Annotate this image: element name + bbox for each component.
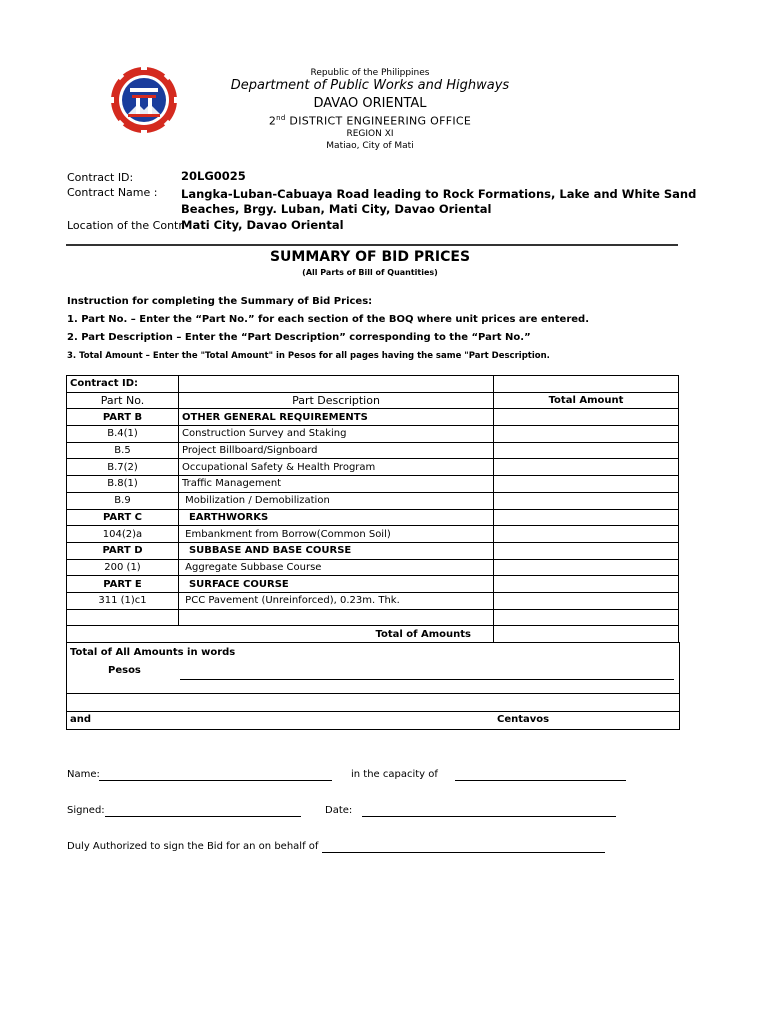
part-description-cell: EARTHWORKS xyxy=(179,509,494,526)
department-name: Department of Public Works and Highways xyxy=(230,78,510,93)
table-row xyxy=(67,526,679,543)
table-row xyxy=(67,509,679,526)
part-no-cell: B.7(2) xyxy=(67,459,179,476)
authorized-label: Duly Authorized to sign the Bid for an on behalf of xyxy=(67,841,319,852)
total-amount-cell[interactable] xyxy=(494,442,679,459)
part-no-cell: B.9 xyxy=(67,492,179,509)
bid-summary-table xyxy=(66,375,679,643)
capacity-label: in the capacity of xyxy=(351,769,438,780)
instruction-item-3: 3. Total Amount – Enter the "Total Amount" in Pesos for all pages having the same "Part Description. xyxy=(67,351,550,361)
total-amount-cell[interactable] xyxy=(494,492,679,509)
part-description-cell: OTHER GENERAL REQUIREMENTS xyxy=(179,409,494,426)
amount-in-words-box xyxy=(66,642,680,730)
table-row xyxy=(67,409,679,426)
dpwh-logo-icon xyxy=(108,64,180,136)
part-no-cell: 104(2)a xyxy=(67,526,179,543)
page-subtitle: (All Parts of Bill of Quantities) xyxy=(302,268,438,277)
page-title: SUMMARY OF BID PRICES xyxy=(269,249,471,265)
part-no-cell: 311 (1)c1 xyxy=(67,592,179,609)
total-amount-cell[interactable] xyxy=(494,476,679,493)
total-of-amounts-cell[interactable] xyxy=(494,626,679,643)
column-header-part-no: Part No. xyxy=(67,392,179,409)
contract-name-line1: Langka-Luban-Cabuaya Road leading to Rock Formations, Lake and White Sand xyxy=(181,187,697,201)
total-row xyxy=(67,626,679,643)
signed-field[interactable] xyxy=(105,816,301,817)
total-amount-cell[interactable] xyxy=(494,542,679,559)
part-no-cell xyxy=(67,609,179,626)
city-text: Matiao, City of Mati xyxy=(326,141,414,151)
location-value: Mati City, Davao Oriental xyxy=(181,218,344,232)
total-amount-cell[interactable] xyxy=(494,526,679,543)
total-of-amounts-label: Total of Amounts xyxy=(67,626,494,643)
part-description-cell: SURFACE COURSE xyxy=(179,576,494,593)
contract-name-line2: Beaches, Brgy. Luban, Mati City, Davao Oriental xyxy=(181,202,492,216)
table-row xyxy=(67,376,679,393)
table-row xyxy=(67,459,679,476)
part-no-cell: 200 (1) xyxy=(67,559,179,576)
amount-words-label: Total of All Amounts in words xyxy=(70,647,236,658)
part-no-cell: B.5 xyxy=(67,442,179,459)
table-row xyxy=(67,609,679,626)
part-description-cell: SUBBASE AND BASE COURSE xyxy=(179,542,494,559)
part-description-cell: Occupational Safety & Health Program xyxy=(179,459,494,476)
table-row xyxy=(67,542,679,559)
table-row xyxy=(67,576,679,593)
and-label: and xyxy=(70,714,92,725)
table-cell[interactable] xyxy=(494,376,679,393)
part-no-cell: PART B xyxy=(67,409,179,426)
authorized-field[interactable] xyxy=(322,852,605,853)
part-description-cell xyxy=(179,609,494,626)
region-text: REGION XI xyxy=(346,129,394,139)
header-divider xyxy=(66,244,678,246)
total-amount-cell[interactable] xyxy=(494,609,679,626)
part-description-cell: Embankment from Borrow(Common Soil) xyxy=(179,526,494,543)
words-row-divider xyxy=(67,693,679,694)
instruction-item-1: 1. Part No. – Enter the “Part No.” for each section of the BOQ where unit prices are entered. xyxy=(67,314,590,325)
district-suffix: nd xyxy=(276,114,286,122)
part-no-cell: B.4(1) xyxy=(67,426,179,443)
part-no-cell: B.8(1) xyxy=(67,476,179,493)
centavos-label: Centavos xyxy=(497,714,550,725)
district-office xyxy=(180,114,560,128)
total-amount-cell[interactable] xyxy=(494,426,679,443)
table-cell[interactable] xyxy=(179,376,494,393)
part-no-cell: PART E xyxy=(67,576,179,593)
total-amount-cell[interactable] xyxy=(494,592,679,609)
contract-id-label: Contract ID: xyxy=(67,171,134,184)
pesos-line[interactable] xyxy=(180,679,674,680)
contract-name-label: Contract Name : xyxy=(67,186,158,199)
table-row xyxy=(67,592,679,609)
signed-label: Signed: xyxy=(67,805,105,816)
district-number: 2 xyxy=(268,114,277,128)
table-row xyxy=(67,442,679,459)
column-header-description: Part Description xyxy=(179,392,494,409)
republic-text: Republic of the Philippines xyxy=(310,68,430,78)
table-row xyxy=(67,559,679,576)
part-description-cell: Construction Survey and Staking xyxy=(179,426,494,443)
instructions-heading: Instruction for completing the Summary of Bid Prices: xyxy=(67,296,373,307)
column-header-total: Total Amount xyxy=(494,392,679,409)
part-description-cell: Aggregate Subbase Course xyxy=(179,559,494,576)
name-field[interactable] xyxy=(99,780,332,781)
total-amount-cell[interactable] xyxy=(494,459,679,476)
date-field[interactable] xyxy=(362,816,616,817)
district-rest: DISTRICT ENGINEERING OFFICE xyxy=(285,114,472,128)
date-label: Date: xyxy=(325,805,353,816)
instruction-item-2: 2. Part Description – Enter the “Part Description” corresponding to the “Part No.” xyxy=(67,332,531,343)
capacity-field[interactable] xyxy=(455,780,626,781)
province-name: DAVAO ORIENTAL xyxy=(313,96,427,111)
contract-id-cell-label: Contract ID: xyxy=(67,376,179,393)
total-amount-cell[interactable] xyxy=(494,409,679,426)
contract-id-value: 20LG0025 xyxy=(181,169,246,183)
part-description-cell: PCC Pavement (Unreinforced), 0.23m. Thk. xyxy=(179,592,494,609)
pesos-label: Pesos xyxy=(108,665,141,676)
total-amount-cell[interactable] xyxy=(494,559,679,576)
part-description-cell: Mobilization / Demobilization xyxy=(179,492,494,509)
part-no-cell: PART C xyxy=(67,509,179,526)
table-row xyxy=(67,476,679,493)
location-label: Location of the Contr xyxy=(67,219,183,232)
words-row-divider xyxy=(67,711,679,712)
table-header-row xyxy=(67,392,679,409)
name-label: Name: xyxy=(67,769,100,780)
total-amount-cell[interactable] xyxy=(494,509,679,526)
total-amount-cell[interactable] xyxy=(494,576,679,593)
part-no-cell: PART D xyxy=(67,542,179,559)
part-description-cell: Traffic Management xyxy=(179,476,494,493)
part-description-cell: Project Billboard/Signboard xyxy=(179,442,494,459)
table-row xyxy=(67,426,679,443)
table-row xyxy=(67,492,679,509)
